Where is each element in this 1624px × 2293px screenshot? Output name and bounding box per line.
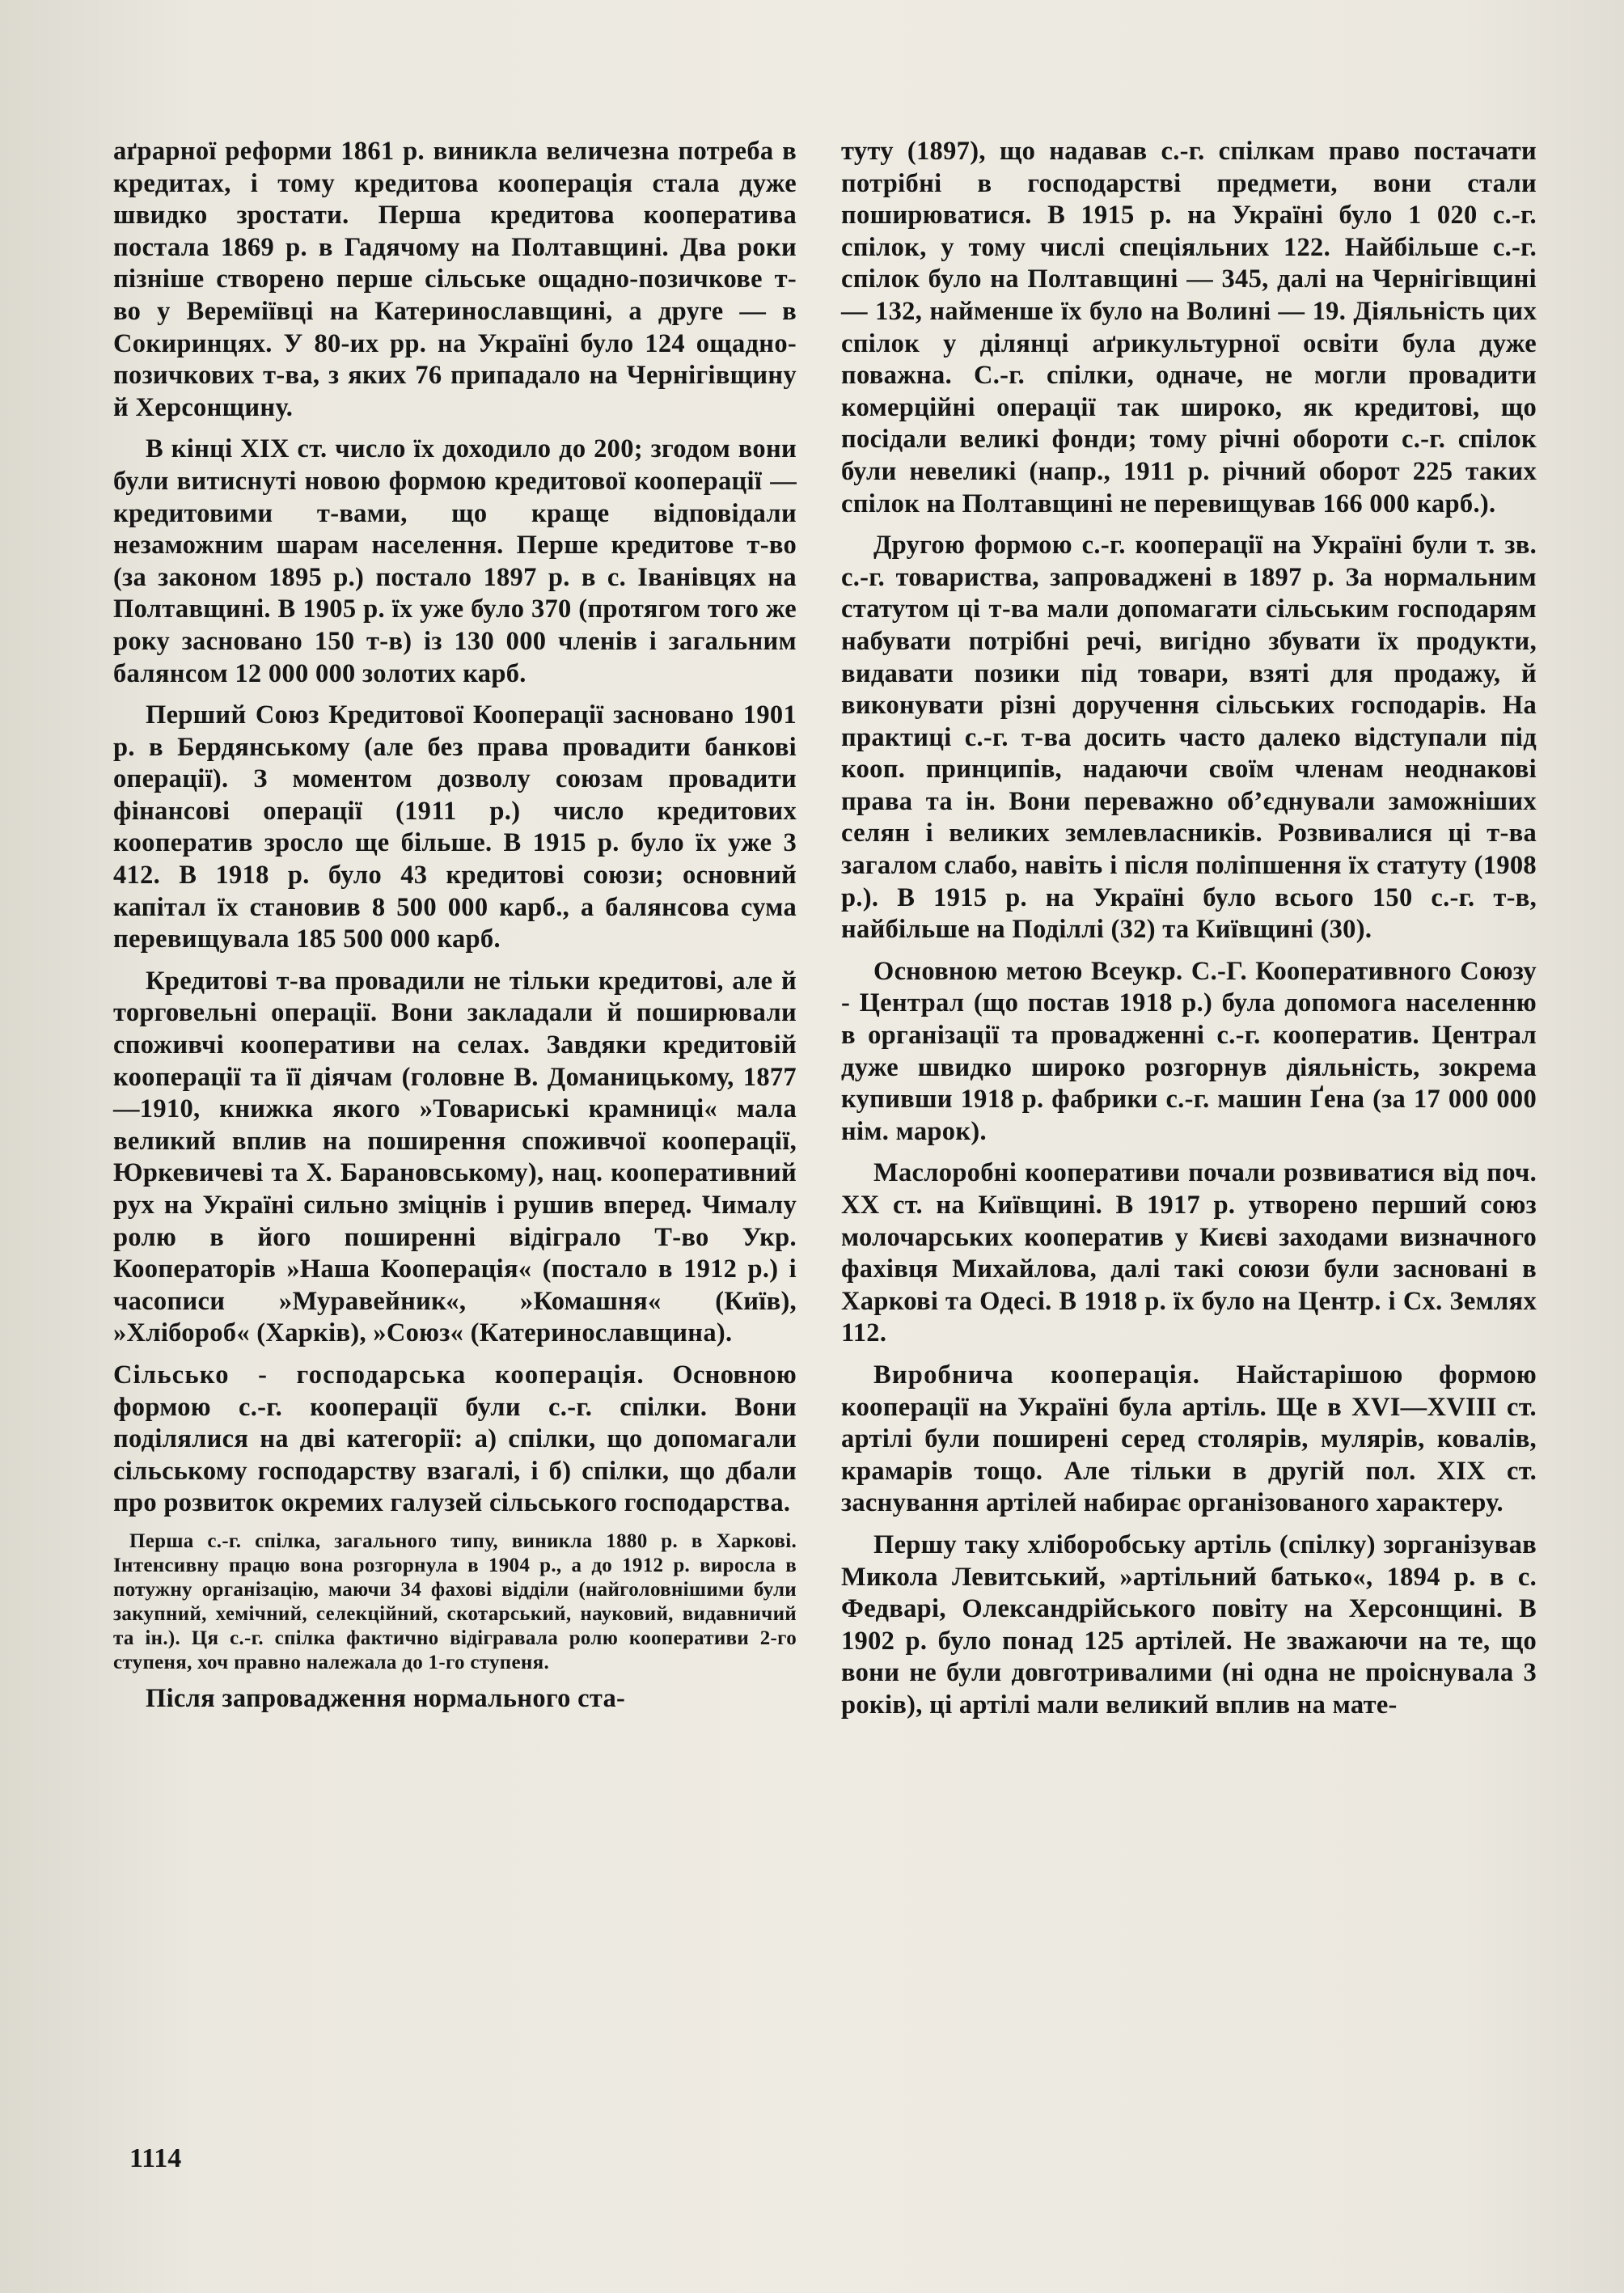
paragraph: В кінці XIX ст. число їх доходило до 200; згодом вони були витиснуті новою формою кредитової кооперації — кредитовими т-вами, що краще відповідали незаможним шарам населення. Перше кредитове т-во (за законом 1895 р.) постало 1897 р. в с. Іванівцях на Полтавщині. В 1905 р. їх уже було 370 (протягом того же року засновано 150 т-в) із 130 000 членів і загальним балянсом 12 000 000 золотих карб. <box>113 434 797 688</box>
left-column <box>113 136 797 1725</box>
paragraph-text: Найстарішою формою кооперації на Україні була артіль. Ще в XVI—XVIII ст. артілі були поширені серед столярів, мулярів, ковалів, крамарів тощо. Але тільки в другій пол. XIX ст. заснування артілей набирає організованого характеру. <box>841 1360 1537 1518</box>
paragraph: туту (1897), що надавав с.-г. спілкам право постачати потрібні в господарстві предмети, вони стали поширюватися. В 1915 р. на Україні було 1 020 с.-г. спілок, у тому числі спеціяльних 122. Найбільше с.-г. спілок було на Полтавщині — 345, далі на Чернігівщині — 132, найменше їх було на Волині — 19. Діяльність цих спілок у ділянці аґрикультурної освіти була дуже поважна. С.-г. спілки, одначе, не могли провадити комерційні операції так широко, як кредитові, що посідали великі фонди; тому річні обороти с.-г. спілок були невеликі (напр., 1911 р. річний оборот 225 таких спілок на Полтавщині не перевищував 166 000 карб.). <box>841 137 1537 518</box>
section-heading-agricultural: Сільсько - господарська кооперація. <box>113 1360 645 1390</box>
section-heading-production: Виробнича кооперація. <box>873 1360 1201 1390</box>
paragraph: Після запровадження нормального ста- <box>146 1683 626 1713</box>
page-number: 1114 <box>129 2143 182 2173</box>
paragraph: Перший Союз Кредитової Кооперації засновано 1901 р. в Бердянському (але без права провадити банкові операції). З моментом дозволу союзам провадити фінансові операції (1911 р.) число кредитових кооператив зросло ще більше. В 1915 р. було їх уже 3 412. В 1918 р. було 43 кредитові союзи; основний капітал їх становив 8 500 000 карб., а балянсова сума перевищувала 185 500 000 карб. <box>113 700 797 954</box>
section-paragraph <box>841 1360 1537 1520</box>
paragraph: Основною метою Всеукр. С.-Г. Кооперативного Союзу - Централ (що постав 1918 р.) була допомога населенню в організації та провадженні с.-г. кооператив. Централ дуже швидко широко розгорнув діяльність, зокрема купивши 1918 р. фабрики с.-г. машин Ґена (за 17 000 000 нім. марок). <box>841 956 1537 1146</box>
paragraph: Першу таку хліборобську артіль (спілку) зорганізував Микола Левитський, »артільний батько«, 1894 р. в с. Федварі, Олександрійського повіту на Херсонщині. В 1902 р. було понад 125 артілей. Не зважаючи на те, що вони не були довготривалими (ні одна не проіснувала 3 років), ці артілі мали великий вплив на мате- <box>841 1529 1537 1720</box>
paragraph: Кредитові т-ва провадили не тільки кредитові, але й торговельні операції. Вони закладали й поширювали споживчі кооперативи на селах. Завдяки кредитовій кооперації та її діячам (головне В. Доманицькому, 1877—1910, книжка якого »Товариські крамниці« мала великий вплив на поширення споживчої кооперації, Юркевичеві та Х. Барановському), нац. кооперативний рух на Україні сильно зміцнів і рушив вперед. Чималу ролю в його поширенні відіграло Т-во Укр. Кооператорів »Наша Кооперація« (постало в 1912 р.) і часописи »Муравейник«, »Комашня« (Київ), »Хлібороб« (Харків), »Союз« (Катеринославщина). <box>113 966 797 1348</box>
paragraph: аґрарної реформи 1861 р. виникла величезна потреба в кредитах, і тому кредитова кооперація стала дуже швидко зростати. Перша кредитова кооператива постала 1869 р. в Гадячому на Полтавщині. Два роки пізніше створено перше сільське ощадно-позичкове т-во у Вереміївці на Катеринославщині, а друге — в Сокиринцях. У 80-их рр. на Україні було 124 ощадно-позичкових т-ва, з яких 76 припадало на Чернігівщину й Херсонщину. <box>113 137 797 422</box>
section-paragraph <box>113 1360 797 1520</box>
paragraph: Другою формою с.-г. кооперації на Україні були т. зв. с.-г. товариства, запроваджені в 1897 р. За нормальним статутом ці т-ва мали допомагати сільським господарям набувати потрібні речі, вигідно збувати їх продукти, видавати позики під товари, взяті для продажу, й виконувати різні доручення сільських господарів. На практиці с.-г. т-ва досить часто далеко відступали під кооп. принципів, надаючи своїм членам неоднакові права та ін. Вони переважно об’єднували заможніших селян і великих землевласників. Розвивалися ці т-ва загалом слабо, навіть і після поліпшення їх статуту (1908 р.). В 1915 р. на Україні було всього 150 с.-г. т-в, найбільше на Поділлі (32) та Київщині (30). <box>841 531 1537 945</box>
paragraph-text: Основною формою с.-г. кооперації були с.-г. спілки. Вони поділялися на дві категорії: а) спілки, що допомагали сільському господарству взагалі, і б) спілки, що дбали про розвиток окремих галузей сільського господарства. <box>113 1360 797 1518</box>
right-column <box>841 136 1537 1732</box>
paragraph: Маслоробні кооперативи почали розвиватися від поч. XX ст. на Київщині. В 1917 р. утворено перший союз молочарських кооператив у Києві заходами визначного фахівця Михайлова, далі такі союзи були засновані в Харкові та Одесі. В 1918 р. їх було на Центр. і Сх. Землях 112. <box>841 1158 1537 1348</box>
footnote-paragraph: Перша с.-г. спілка, загального типу, виникла 1880 р. в Харкові. Інтенсивну працю вона розгорнула в 1904 р., а до 1912 р. виросла в потужну організацію, маючи 34 фахові відділи (найголовнішими були закупний, хемічний, селекційний, скотарський, науковий, видавничий та ін.). Ця с.-г. спілка фактично відігравала ролю кооперативи 2-го ступеня, хоч правно належала до 1-го ступеня. <box>113 1529 797 1673</box>
